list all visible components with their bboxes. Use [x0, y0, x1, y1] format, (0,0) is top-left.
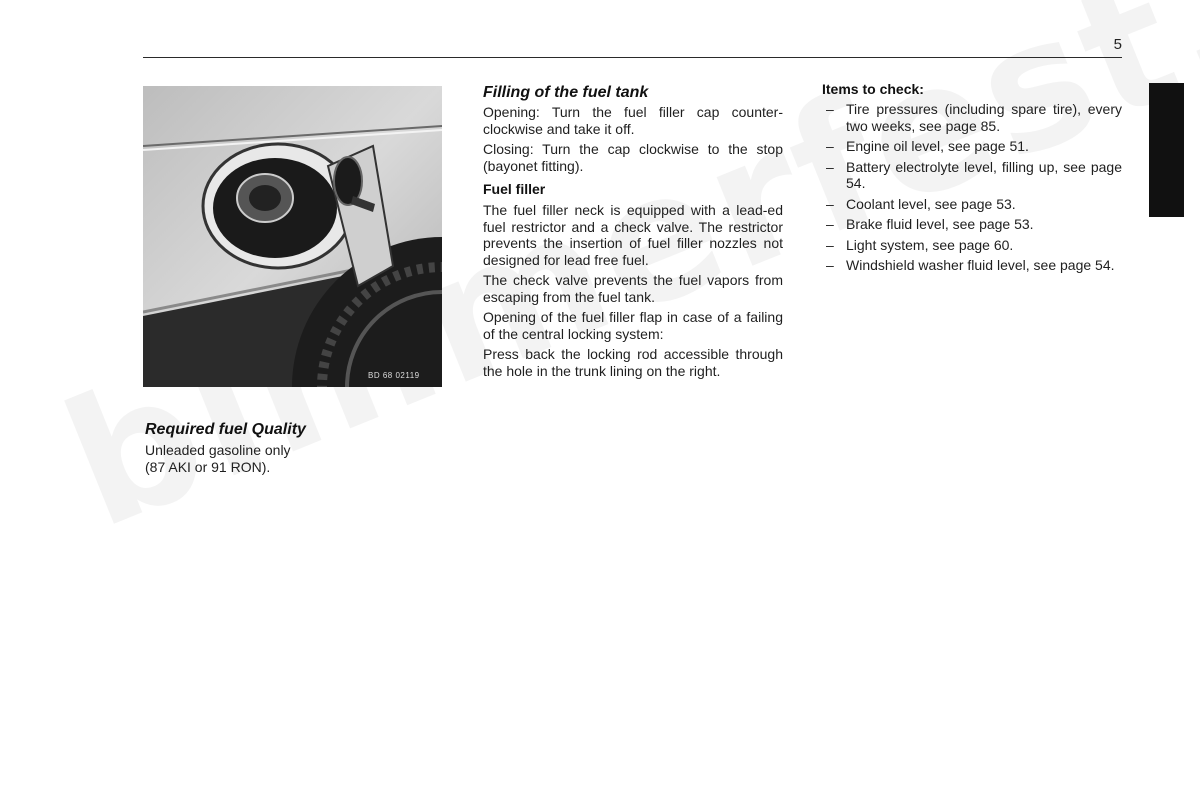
list-item-text: Coolant level, see page 53.: [846, 195, 1016, 212]
closing-paragraph: Closing: Turn the cap clockwise to the stop (bayonet fitting).: [483, 141, 783, 174]
fuel-filler-paragraph: Press back the locking rod accessible through the hole in the trunk lining on the right.: [483, 346, 783, 379]
figure-code: BD 68 02119: [368, 371, 420, 380]
dash-bullet: –: [826, 257, 834, 273]
list-item-text: Engine oil level, see page 51.: [846, 138, 1029, 154]
list-item-text: Battery electrolyte level, filling up, see page 54.: [846, 158, 1122, 191]
dash-bullet: –: [826, 101, 834, 117]
list-item-text: Brake fluid level, see page 53.: [846, 216, 1034, 232]
list-item-text: Windshield washer fluid level, see page 54.: [846, 257, 1115, 273]
fuel-quality-section: [145, 420, 405, 475]
list-item-text: Light system, see page 60.: [846, 236, 1014, 253]
items-to-check-section: [822, 80, 1122, 278]
dash-bullet: –: [826, 138, 834, 154]
page-number: 5: [1113, 36, 1122, 53]
dash-bullet: –: [826, 195, 834, 212]
dash-bullet: –: [826, 216, 834, 232]
items-to-check-list: [822, 101, 1122, 274]
filling-heading: Filling of the fuel tank: [483, 84, 649, 101]
fuel-quality-line: (87 AKI or 91 RON).: [145, 458, 271, 475]
fuel-filler-paragraph: The check valve prevents the fuel vapors from escaping from the fuel tank.: [483, 272, 783, 305]
fuel-quality-line: Unleaded gasoline only: [145, 442, 291, 458]
dash-bullet: –: [826, 236, 834, 253]
items-to-check-heading: Items to check:: [822, 81, 924, 97]
list-item: [822, 257, 1122, 274]
list-item: [822, 196, 1122, 213]
fuel-filler-paragraph: The fuel filler neck is equipped with a lead-ed fuel restrictor and a check valve. The restrictor prevents the insertion of fuel filler nozzles not designed for lead free fuel.: [483, 202, 783, 268]
opening-paragraph: Opening: Turn the fuel filler cap counter-clockwise and take it off.: [483, 104, 783, 137]
list-item: [822, 237, 1122, 254]
filling-section: [483, 83, 783, 383]
header-rule: [143, 57, 1122, 58]
list-item: [822, 216, 1122, 233]
fuel-filler-heading: Fuel filler: [483, 181, 546, 197]
list-item: [822, 138, 1122, 155]
fuel-filler-illustration: [143, 86, 442, 387]
fuel-quality-heading: Required fuel Quality: [145, 421, 306, 438]
thumb-index-tab: [1149, 83, 1184, 217]
list-item-text: Tire pressures (including spare tire), every two weeks, see page 85.: [846, 101, 1122, 134]
list-item: [822, 101, 1122, 134]
fuel-filler-paragraph: Opening of the fuel filler flap in case of a failing of the central locking system:: [483, 309, 783, 342]
fuel-flap-drawing: [143, 86, 442, 387]
list-item: [822, 159, 1122, 192]
dash-bullet: –: [826, 158, 834, 175]
